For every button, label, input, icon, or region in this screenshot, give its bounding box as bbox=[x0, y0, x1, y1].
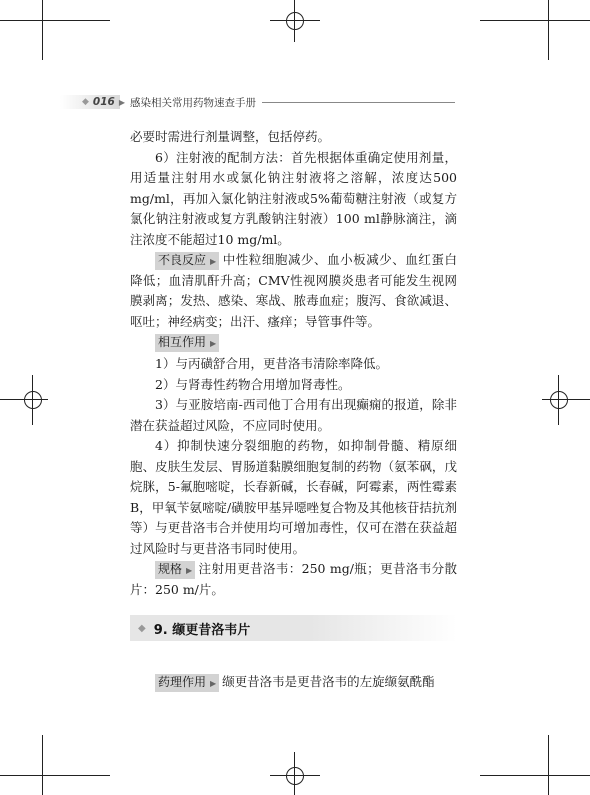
registration-mark-bottom bbox=[270, 752, 320, 795]
interaction-item-2: 2）与肾毒性药物合用增加肾毒性。 bbox=[155, 376, 351, 392]
crop-mark-bottom-left bbox=[0, 735, 110, 795]
crop-mark-bottom-right bbox=[480, 735, 590, 795]
triangle-icon: ▶ bbox=[210, 339, 217, 348]
triangle-icon: ▶ bbox=[210, 678, 217, 688]
registration-mark-left bbox=[0, 375, 48, 425]
paragraph-continuation: 必要时需进行剂量调整，包括停药。 bbox=[130, 129, 331, 144]
interaction-heading bbox=[155, 332, 457, 354]
page-body bbox=[130, 127, 457, 600]
section-title: 9. 缬更昔洛韦片 bbox=[153, 622, 251, 638]
header-bullet-icon: ◆ bbox=[82, 97, 89, 107]
section-bullet-icon: ◆ bbox=[138, 622, 146, 634]
interaction-item-4: 4）抑制快速分裂细胞的药物，如抑制骨髓、精原细胞、皮肤生发层、胃肠道黏膜细胞复制的药物（氨苯砜，戊烷脒，5-氟胞嘧啶，长春新碱，长春碱，阿霉素，两性霉素B，甲氧苄氨嘧啶/磺胺甲基异噁唑复合物及其他核苷拮抗剂等）与更昔洛韦合并使用均可增加毒性，仅可在潜在获益超过风险时与更昔洛韦同时使用。 bbox=[130, 438, 457, 556]
crop-mark-top-left bbox=[0, 0, 110, 60]
specification-label: 规格 ▶ bbox=[155, 561, 195, 579]
header-rule bbox=[262, 102, 455, 103]
paragraph-specification bbox=[130, 559, 457, 600]
interaction-label: 相互作用 ▶ bbox=[155, 334, 219, 352]
pharmacology-label: 药理作用 ▶ bbox=[155, 674, 219, 692]
interaction-item-1: 1）与丙磺舒合用，更昔洛韦清除率降低。 bbox=[155, 356, 388, 371]
paragraph-adverse-reactions bbox=[130, 250, 457, 332]
interaction-item-3: 3）与亚胺培南-西司他丁合用有出现癫痫的报道，除非潜在获益超过风险，不应同时使用。 bbox=[130, 397, 457, 433]
adverse-reactions-text: 中性粒细胞减少、血小板减少、血红蛋白降低；血清肌酐升高；CMV性视网膜炎患者可能发生视网膜剥离；发热、感染、寒战、脓毒血症；腹泻、食欲减退、呕吐；神经病变；出汗、瘙痒；导管事件等。 bbox=[130, 252, 457, 329]
triangle-icon: ▶ bbox=[210, 257, 217, 266]
page-number: 016 bbox=[92, 96, 115, 108]
header-triangle-icon: ▶ bbox=[118, 97, 125, 107]
paragraph-pharmacology bbox=[130, 659, 457, 705]
registration-mark-right bbox=[542, 375, 590, 425]
adverse-reactions-label: 不良反应 ▶ bbox=[155, 252, 219, 270]
pharmacology-line bbox=[130, 672, 457, 693]
crop-mark-top-right bbox=[480, 0, 590, 60]
running-header bbox=[60, 95, 455, 109]
registration-mark-top bbox=[270, 0, 320, 42]
section-heading bbox=[130, 615, 457, 641]
triangle-icon: ▶ bbox=[186, 566, 193, 575]
specification-text: 注射用更昔洛韦：250 mg/瓶；更昔洛韦分散片：250 m/片。 bbox=[130, 561, 457, 597]
paragraph-preparation: 6）注射液的配制方法：首先根据体重确定使用剂量，用适量注射用水或氯化钠注射液将之溶解，浓度达500 mg/ml，再加入氯化钠注射液或5%葡萄糖注射液（或复方氯化钠注射液或复方乳酸钠注射液）100 ml静脉滴注，滴注浓度不能超过10 mg/ml。 bbox=[130, 149, 457, 247]
book-title: 感染相关常用药物速查手册 bbox=[130, 96, 256, 109]
pharmacology-text: 缬更昔洛韦是更昔洛韦的左旋缬氨酰酯 bbox=[222, 673, 435, 689]
